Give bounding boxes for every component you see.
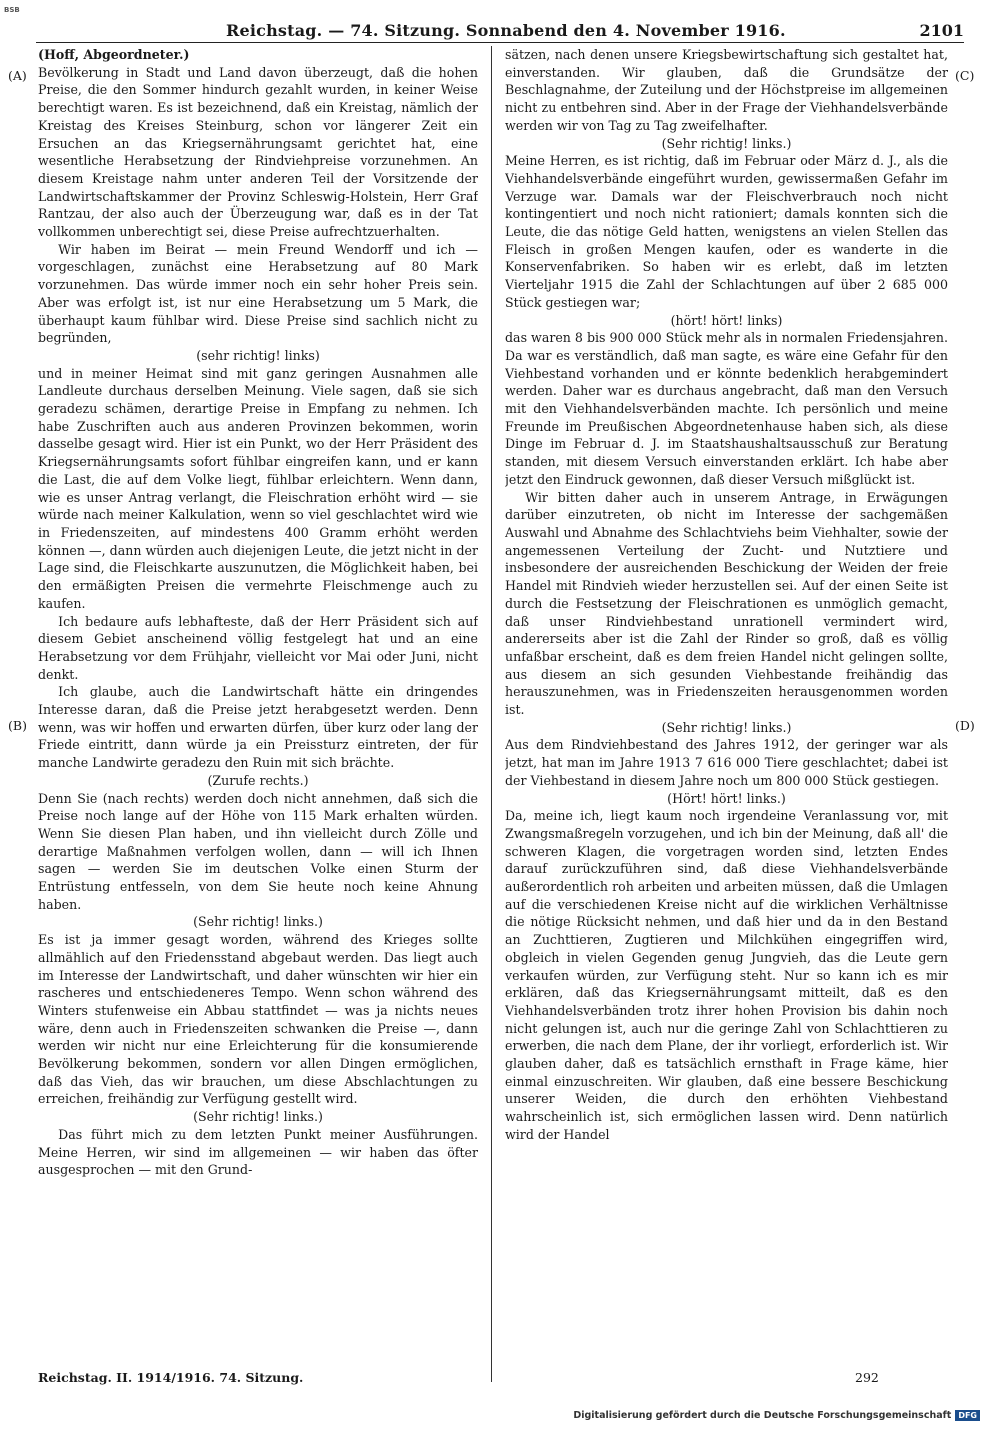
library-mark: BSB	[4, 6, 20, 14]
paragraph: Denn Sie (nach rechts) werden doch nicht annehmen, daß sich die Preise noch lange auf der Höhe von 115 Mark erhalten würden. Wenn Sie diesen Plan haben, und ihn vielleicht durch Zölle und derartige Maßnahmen verfolgen wollen, dann — will ich Ihnen sagen — werden Sie im deutschen Volke einen Sturm der Entrüstung entfesseln, von dem Sie heute noch keine Ahnung haben.	[38, 790, 478, 912]
column-divider	[491, 46, 492, 1382]
interjection: (Sehr richtig! links.)	[193, 1109, 323, 1125]
dfg-text: Digitalisierung gefördert durch die Deutsche Forschungsgemeinschaft	[573, 1410, 952, 1421]
paragraph: Da, meine ich, liegt kaum noch irgendeine Veranlassung vor, mit Zwangsmaßregeln vorzugehen, und ich bin der Meinung, daß all' die schweren Klagen, die vorgetragen worden sind, letzten Endes darauf zurückzuführen sind, daß diese Viehhandelsverbände außerordentlich roh arbeiten und arbeiten müssen, daß die Umlagen auf die verschiedenen Kreise nicht auf die wirklichen Verhältnisse die nötige Rücksicht nehmen, und daß hier und da in den Bestand an Zuchttieren, Zugtieren und Milchkühen eingegriffen wird, obgleich in vielen Gegenden genug Jungvieh, das die Leute gern verkaufen würden, zur Verfügung steht. Nur so kann ich es mir erklären, daß das Kriegsernährungsamt mitteilt, daß es den Viehhandelsverbänden trotz ihrer hohen Provision bis dahin noch nicht gelungen ist, auch nur die geringe Zahl von Schlachttieren zu erwerben, die nach dem Plane, der ihr vorliegt, erforderlich ist. Wir glauben daher, daß es tatsächlich ernsthaft in Frage käme, hier einmal einzuschreiten. Wir glauben, daß eine bessere Beschickung unserer Weiden, die durch den erhöhten Viehbestand wahrscheinlich ist, sich ermöglichen lassen wird. Denn natürlich wird der Handel	[505, 808, 948, 1142]
interjection: (Sehr richtig! links.)	[661, 135, 792, 151]
interjection: (Sehr richtig! links.)	[193, 914, 323, 930]
paragraph: Bevölkerung in Stadt und Land davon überzeugt, daß die hohen Preise, die den Sommer hindurch gezahlt wurden, in keiner Weise berechtigt waren. Es ist bezeichnend, daß ein Kreistag, nämlich der Kreistag des Kreises Steinburg, schon vor längerer Zeit ein Ersuchen an das Kriegsernährungsamt gerichtet hat, eine wesentliche Herabsetzung der Rindviehpreise vorzunehmen. An diesem Kreistage nahm unter anderen Teil der Vorsitzende der Landwirtschaftskammer der Provinz Schleswig-Holstein, Herr Graf Rantzau, der also auch der Überzeugung war, daß es in der Tat vollkommen unberechtigt sei, diese Preise aufrechtzuerhalten.	[38, 64, 478, 240]
dfg-credit	[573, 1410, 980, 1421]
paragraph: Ich bedaure aufs lebhafteste, daß der Herr Präsident sich auf diesem Gebiet anscheinend völlig festgelegt hat und an eine Herabsetzung vor dem Frühjahr, vielleicht vor Mai oder Juni, nicht denkt.	[38, 613, 478, 682]
paragraph: Meine Herren, es ist richtig, daß im Februar oder März d. J., als die Viehhandelsverbände eingeführt wurden, gewissermaßen Gefahr im Verzuge war. Damals war der Fleischverbrauch noch nicht kontingentiert und noch nicht rationiert; damals konnten sich die Leute, die das nötige Geld hatten, wenigstens an vielen Stellen das Fleisch in großen Mengen kaufen, oder es wanderte in die Konservenfabriken. So haben wir es erlebt, daß im letzten Vierteljahr 1915 die Zahl der Schlachtungen auf über 2 685 000 Stück gestiegen war;	[505, 153, 948, 310]
paragraph: Wir bitten daher auch in unserem Antrage, in Erwägungen darüber einzutreten, ob nicht im Interesse der sachgemäßen Auswahl und Abnahme des Schlachtviehs beim Viehhalter, sowie der angemessenen Verteilung der Zucht- und Nutztiere und insbesondere der ausreichenden Beschickung der Weiden der freie Handel mit Rindvieh wieder herzustellen sei. Auf der einen Seite ist durch die Festsetzung der Fleischrationen es unmöglich gemacht, daß unser Rindviehbestand unrationell vermindert wird, andererseits aber ist die Zahl der Rinder so groß, daß es völlig unfaßbar erscheint, daß es dem freien Handel nicht gelingen sollte, aus diesem an sich gesunden Viehbestande freihändig das herauszunehmen, was in Friedenszeiten herausgenommen worden ist.	[505, 489, 948, 718]
paragraph: Es ist ja immer gesagt worden, während des Krieges sollte allmählich auf den Friedensstand abgebaut werden. Das liegt auch im Interesse der Landwirtschaft, und daher wünschten wir hier ein rascheres und entschiedeneres Tempo. Wenn schon während des Winters stufenweise ein Abbau stattfindet — was ja nichts neues wäre, denn auch in Friedenszeiten schwanken die Preise —, dann werden wir nicht nur eine Erleichterung für die konsumierende Bevölkerung bekommen, sondern vor allen Dingen ermöglichen, daß das Vieh, das wir brauchen, um diese Abschlachtungen zu erreichen, freihändig zur Verfügung gestellt wird.	[38, 932, 478, 1107]
interjection: (Hört! hört! links.)	[667, 790, 786, 806]
dfg-logo: DFG	[955, 1410, 980, 1421]
left-column	[38, 46, 478, 1356]
paragraph: das waren 8 bis 900 000 Stück mehr als in normalen Friedensjahren. Da war es verständlich, daß man sagte, es wäre eine Gefahr für den Viehbestand vorhanden und er könnte bedenklich herabgemindert werden. Daher war es durchaus angebracht, daß man den Versuch mit den Viehhandelsverbänden machte. Ich persönlich und meine Freunde im Preußischen Abgeordnetenhause haben sich, als diese Dinge im Februar d. J. im Staatshaushaltsausschuß zur Beratung standen, mit diesem Versuch einverstanden erklärt. Ich habe aber jetzt den Eindruck gewonnen, daß dieser Versuch mißglückt ist.	[505, 330, 948, 487]
sheet-number: 292	[855, 1370, 879, 1385]
running-title: Reichstag. — 74. Sitzung. Sonnabend den 4. November 1916.	[226, 21, 786, 40]
paragraph: Das führt mich zu dem letzten Punkt meiner Ausführungen. Meine Herren, wir sind im allgemeinen — wir haben das öfter ausgesprochen — mit den Grund-	[38, 1126, 478, 1178]
right-column	[505, 46, 948, 1356]
paragraph: und in meiner Heimat sind mit ganz geringen Ausnahmen alle Landleute durchaus derselben Meinung. Viele sagen, daß sie sich geradezu schämen, derartige Preise in Empfang zu nehmen. Ich habe Zuschriften auch aus anderen Provinzen bekommen, worin dasselbe gesagt wird. Hier ist ein Punkt, wo der Herr Präsident des Kriegsernährungsamts sofort fühlbar eingreifen kann, und er kann die Last, die auf dem Volke liegt, fühlbar erleichtern. Wenn dann, wie es unser Antrag verlangt, die Fleischration erhöht wird — sie würde nach meiner Kalkulation, wenn so viel geschlachtet wird wie in Friedenszeiten, auf mindestens 400 Gramm erhöht werden können —, dann würden auch diejenigen Leute, die jetzt nicht in der Lage sind, die Fleischkarte auszunutzen, die Möglichkeit haben, bei den ermäßigten Preisen die vermehrte Fleischmenge auch zu kaufen.	[38, 365, 478, 611]
margin-marker-c: (C)	[955, 68, 975, 83]
paragraph: sätzen, nach denen unsere Kriegsbewirtschaftung sich gestaltet hat, einverstanden. Wir glauben, daß die Grundsätze der Beschlagnahme, der Zuteilung und der Höchstpreise im allgemeinen nicht zu entbehren sind. Aber in der Frage der Viehhandelsverbände werden wir von Tag zu Tag zweifelhafter.	[505, 47, 948, 133]
paragraph: Aus dem Rindviehbestand des Jahres 1912, der geringer war als jetzt, hat man im Jahre 1913 7 616 000 Tiere geschlachtet; dabei ist der Viehbestand in diesem Jahre noch um 800 000 Stück gestiegen.	[505, 737, 948, 788]
interjection: (hört! hört! links)	[670, 312, 783, 328]
margin-marker-d: (D)	[955, 718, 975, 733]
paragraph: (Hoff, Abgeordneter.)	[38, 47, 190, 62]
page-number: 2101	[919, 21, 964, 40]
footer-title: Reichstag. II. 1914/1916. 74. Sitzung.	[38, 1370, 304, 1385]
margin-marker-a: (A)	[8, 68, 27, 83]
paragraph: Wir haben im Beirat — mein Freund Wendorff und ich — vorgeschlagen, zunächst eine Herabsetzung auf 80 Mark vorzunehmen. Das würde immer noch ein sehr hoher Preis sein. Aber was erfolgt ist, ist nur eine Herabsetzung um 5 Mark, die überhaupt kaum fühlbar wird. Diese Preise sind sachlich nicht zu begründen,	[38, 241, 478, 346]
page-header	[36, 18, 964, 43]
paragraph: Ich glaube, auch die Landwirtschaft hätte ein dringendes Interesse daran, daß die Preise jetzt herabgesetzt werden. Denn wenn, was wir hoffen und erwarten dürfen, über kurz oder lang der Friede eintritt, dann würde ja ein Preissturz eintreten, der für manche Landwirte geradezu den Ruin mit sich brächte.	[38, 684, 478, 771]
interjection: (Sehr richtig! links.)	[661, 719, 792, 735]
interjection: (Zurufe rechts.)	[207, 772, 309, 788]
interjection: (sehr richtig! links)	[196, 347, 320, 363]
margin-marker-b: (B)	[8, 718, 27, 733]
